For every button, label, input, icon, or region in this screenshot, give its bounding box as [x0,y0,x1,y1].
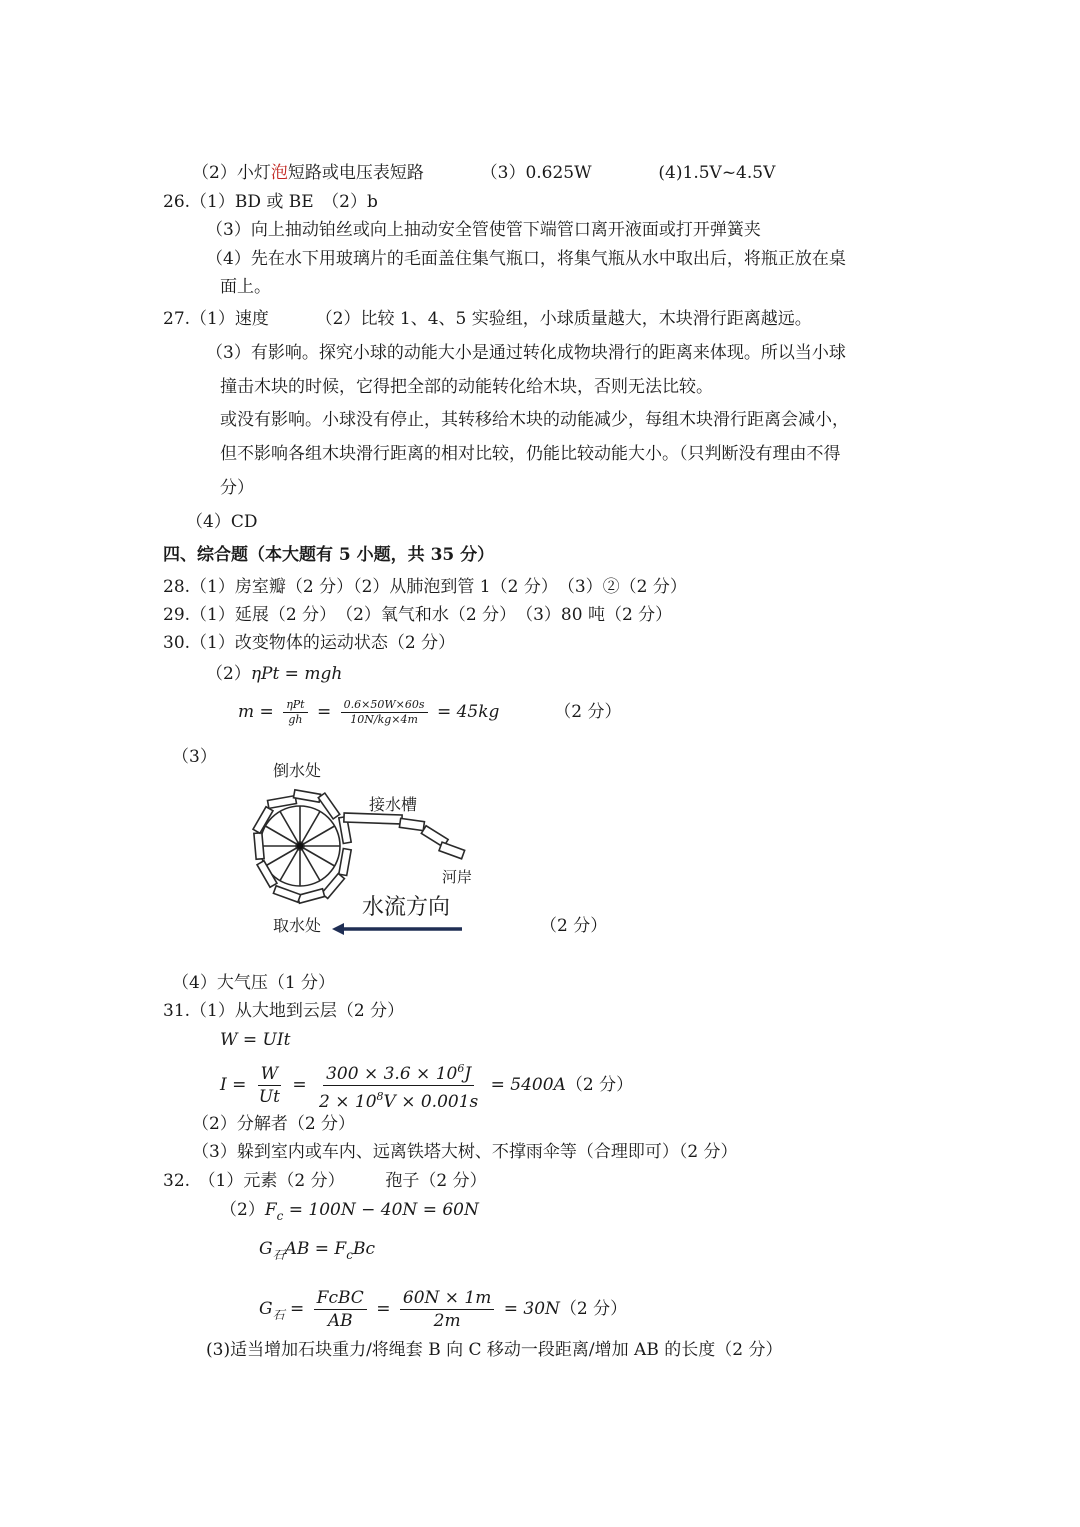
mass-fraction-2: $\frac{0.6\times 50W\times 60s}{10N/kg\times 4m}$ [341,698,428,727]
current-fraction-1: $\frac{W}{Ut}$ [258,1064,280,1107]
fig-label-trough: 接水槽 [369,795,418,814]
wheel-hub [296,842,304,850]
water-wheel [253,790,465,903]
mass-result: = 45kg [436,702,500,722]
q27-part2: （2）比较 1、4、5 实验组，小球质量越大，木块滑行距离越远。 [315,309,812,329]
q32-gravity-equation: $G_石$ = $\frac{\text{FcBC}}{AB}$ = $\frac{60N \times 1m}{2m}$ = 30N（2 分） [259,1288,628,1331]
current-score: （2 分） [565,1075,634,1095]
q25-part2-pre: （2）小灯 [192,163,271,183]
q27-line2: （3）有影响。探究小球的动能大小是通过转化成物块滑行的距离来体现。所以当小球 [206,343,846,363]
q32-line1: 32. （1）元素（2 分） 孢子（2 分） [163,1171,487,1191]
gravity-fraction-2: $\frac{60N \times 1m}{2m}$ [400,1287,495,1332]
q27-part1: 27.（1）速度 [163,309,269,329]
q32-part2: $(2)F_c = 100N - 40N = 60N$ [220,1200,479,1223]
gravity-fraction-1: $\frac{\text{FcBC}}{AB}$ [314,1287,367,1332]
q30-part4: （4）大气压（1 分） [172,973,336,993]
q26-line1: 26.（1）BD 或 BE （2）b [163,192,378,212]
q32-balance-equation: $G_石AB = F_cBc$ [259,1239,375,1262]
q29-line: 29.（1）延展（2 分） （2）氧气和水（2 分） （3）80 吨（2 分） [163,605,673,625]
q25-part4: (4)1.5V~4.5V [658,163,776,183]
mass-fraction-1: $\frac{\text{ηPt}}{\text{gℎ}}$ [283,698,307,727]
q30-mass-equation: m = $\frac{\text{ηPt}}{\text{gℎ}}$ = $\frac{0.6\times 50W\times 60s}{10N/kg\times 4m}$ = 45kg （2 分） [238,698,622,726]
q28-line: 28.（1）房室瓣（2 分）（2）从肺泡到管 1（2 分） （3）②（2 分） [163,577,687,597]
q30-part3-label: （3） [172,747,217,767]
q30-line1: 30.（1）改变物体的运动状态（2 分） [163,633,456,653]
q31-work-equation: W = UIt [220,1030,291,1050]
q25-line [192,162,775,184]
fig-label-pour: 倒水处 [273,761,322,780]
q26-line3: （4）先在水下用玻璃片的毛面盖住集气瓶口，将集气瓶从水中取出后，将瓶正放在桌 [206,249,846,269]
gravity-result: = 30N [503,1299,560,1319]
fig-label-bank: 河岸 [442,868,473,886]
gravity-score: （2 分） [559,1299,628,1319]
q31-line1: 31.（1）从大地到云层（2 分） [163,1001,405,1021]
q27-line4: 或没有影响。小球没有停止，其转移给木块的动能减少，每组木块滑行距离会减小， [220,410,849,430]
section-4-heading: 四、综合题（本大题有 5 小题，共 35 分） [163,545,495,565]
q27-line3: 撞击木块的时候，它得把全部的动能转化给木块，否则无法比较。 [220,377,713,397]
q25-part2-red-char: 泡 [270,163,288,183]
q30-power-equation: ηPt = mgℎ [250,664,343,684]
flow-arrow [332,923,462,935]
q25-part2-post: 短路或电压表短路 [287,163,424,183]
q27-part4: （4）CD [186,512,258,532]
fig-label-flow: 水流方向 [362,895,451,920]
current-result: = 5400A [490,1075,566,1095]
q27-line1 [163,308,812,330]
q31-part2: （2）分解者（2 分） [192,1114,356,1134]
q30-part2 [206,663,342,685]
fig-label-take: 取水处 [273,916,322,935]
q27-line5: 但不影响各组木块滑行距离的相对比较，仍能比较动能大小。（只判断没有理由不得 [220,444,841,464]
q27-line6: 分） [220,478,254,498]
mass-lhs: m = [238,702,274,722]
q25-part3: （3）0.625W [480,163,592,183]
q31-part3: （3）躲到室内或车内、远离铁塔大树、不撑雨伞等（合理即可）（2 分） [192,1142,738,1162]
q31-current-equation: I = $\frac{W}{Ut}$ = $\frac{300 \times 3.6 \times 10^6J}{2 \times 10^8V \times 0.001s}$ = 5400A（2 分） [220,1058,633,1113]
q26-line4: 面上。 [220,277,271,297]
water-trough [344,813,465,859]
q30-part2-label: （2） [206,664,251,684]
q30-part3-score: （2 分） [540,916,608,936]
q26-line2: （3）向上抽动铂丝或向上抽动安全管使管下端管口离开液面或打开弹簧夹 [206,220,761,240]
current-fraction-2: $\frac{300 \times 3.6 \times 10^6J}{2 \times 10^8V \times 0.001s}$ [316,1058,481,1113]
mass-score: （2 分） [554,702,622,722]
q32-part3: (3)适当增加石块重力/将绳套 B 向 C 移动一段距离/增加 AB 的长度（2 分） [206,1340,783,1360]
